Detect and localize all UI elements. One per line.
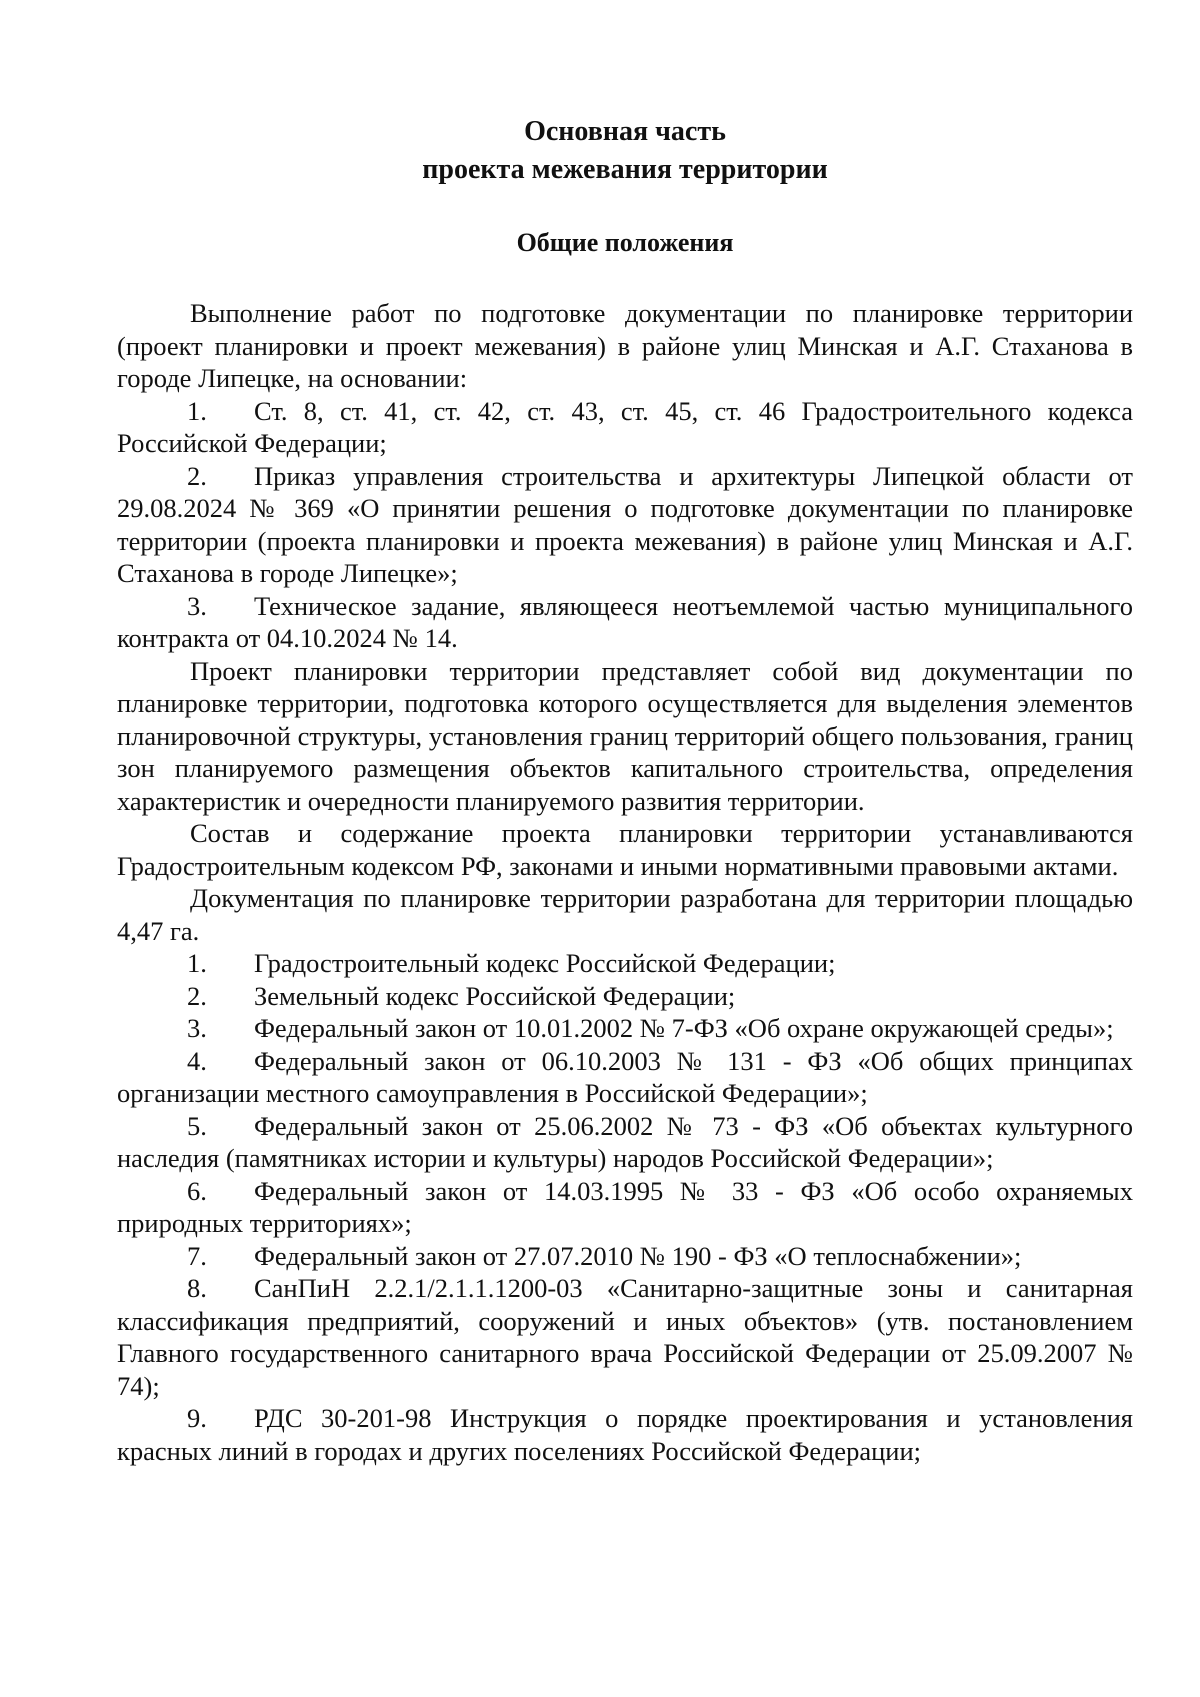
document-title-line1: Основная часть — [524, 116, 726, 147]
law-item-text: Федеральный закон от 25.06.2002 № 73 - ФЗ «Об объектах культурного наследия (памятниках истории и культуры) народов Российской Федерации»; — [117, 1110, 1133, 1173]
area-paragraph: Документация по планировке территории разработана для территории площадью 4,47 га. — [117, 883, 1133, 946]
law-item-text: Федеральный закон от 27.07.2010 № 190 - ФЗ «О теплоснабжении»; — [254, 1240, 1022, 1271]
document-title-line2: проекта межевания территории — [422, 154, 828, 185]
law-item — [117, 1240, 1133, 1273]
basis-item — [117, 395, 1133, 460]
law-item — [117, 947, 1133, 980]
law-item-number: 1. — [187, 948, 207, 978]
law-item-number: 8. — [187, 1273, 207, 1303]
law-item — [117, 1272, 1133, 1402]
law-item-number: 5. — [187, 1110, 207, 1141]
law-item-number: 6. — [187, 1175, 207, 1206]
law-item-number: 3. — [187, 1013, 207, 1043]
law-item-number: 7. — [187, 1240, 207, 1271]
basis-item — [117, 590, 1133, 655]
composition-paragraph: Состав и содержание проекта планировки территории устанавливаются Градостроительным кодексом РФ, законами и иными нормативными правовыми актами. — [117, 818, 1133, 881]
basis-item-number: 3. — [187, 590, 207, 621]
law-item — [117, 980, 1133, 1013]
law-item-text: Федеральный закон от 14.03.1995 № 33 - ФЗ «Об особо охраняемых природных территориях»; — [117, 1175, 1133, 1238]
law-item-text: Федеральный закон от 06.10.2003 № 131 - ФЗ «Об общих принципах организации местного самоуправления в Российской Федерации»; — [117, 1045, 1133, 1108]
law-item-number: 9. — [187, 1403, 207, 1433]
law-item-number: 2. — [187, 980, 207, 1011]
document-content — [117, 113, 1133, 1467]
law-item — [117, 1402, 1133, 1467]
law-item — [117, 1175, 1133, 1240]
purpose-paragraph: Проект планировки территории представляет собой вид документации по планировке территории, подготовка которого осуществляется для выделения элементов планировочной структуры, установления границ территорий общего пользования, границ зон планируемого размещения объектов капитального строительства, определения характеристик и очередности планируемого развития территории. — [117, 655, 1133, 816]
basis-item-text: Техническое задание, являющееся неотъемлемой частью муниципального контракта от 04.10.2024 № 14. — [117, 590, 1133, 653]
law-item — [117, 1045, 1133, 1110]
law-item-text: Градостроительный кодекс Российской Федерации; — [254, 948, 836, 978]
intro-paragraph: Выполнение работ по подготовке документации по планировке территории (проект планировки и проект межевания) в районе улиц Минская и А.Г. Стаханова в городе Липецке, на основании: — [117, 298, 1133, 393]
basis-item-text: Приказ управления строительства и архитектуры Липецкой области от 29.08.2024 № 369 «О принятии решения о подготовке документации по планировке территории (проекта планировки и проекта межевания) в районе улиц Минская и А.Г. Стаханова в городе Липецке»; — [117, 460, 1133, 588]
law-item-number: 4. — [187, 1045, 207, 1076]
basis-item-number: 1. — [187, 395, 207, 426]
section-heading: Общие положения — [516, 228, 734, 257]
law-item — [117, 1110, 1133, 1175]
law-item-text: Земельный кодекс Российской Федерации; — [254, 980, 736, 1011]
basis-item-text: Ст. 8, ст. 41, ст. 42, ст. 43, ст. 45, ст. 46 Градостроительного кодекса Российской Федерации; — [117, 395, 1133, 458]
law-item — [117, 1012, 1133, 1045]
basis-item-number: 2. — [187, 460, 207, 491]
law-item-text: СанПиН 2.2.1/2.1.1.1200-03 «Санитарно-защитные зоны и санитарная классификация предприятий, сооружений и иных объектов» (утв. постановлением Главного государственного санитарного врача Российской Федерации от 25.09.2007 № 74); — [117, 1273, 1133, 1401]
law-item-text: РДС 30-201-98 Инструкция о порядке проектирования и установления красных линий в городах и других поселениях Российской Федерации; — [117, 1403, 1133, 1466]
basis-item — [117, 460, 1133, 590]
law-item-text: Федеральный закон от 10.01.2002 № 7-ФЗ «Об охране окружающей среды»; — [254, 1013, 1114, 1043]
